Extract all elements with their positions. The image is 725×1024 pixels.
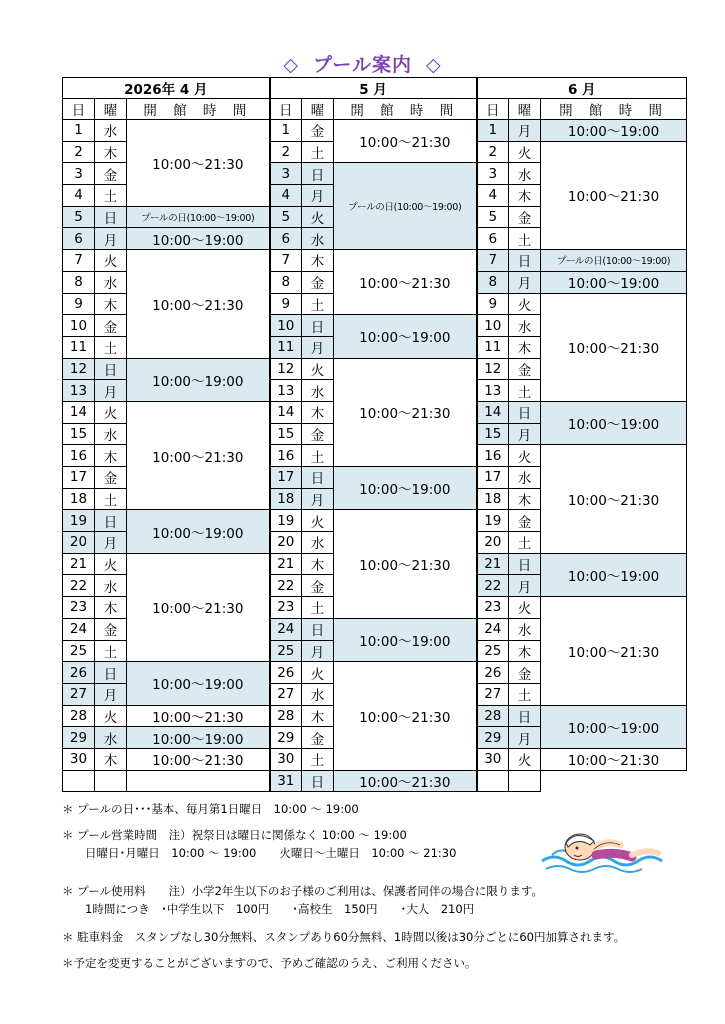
weekday-cell: 水	[509, 618, 541, 640]
day-cell: 17	[270, 467, 302, 489]
day-cell: 9	[270, 293, 302, 315]
day-cell: 23	[477, 597, 509, 619]
day-cell: 5	[270, 206, 302, 228]
weekday-cell: 金	[509, 206, 541, 228]
weekday-cell	[95, 770, 127, 792]
weekday-cell: 月	[302, 640, 334, 662]
weekday-cell: 火	[302, 662, 334, 684]
weekday-cell: 月	[509, 120, 541, 142]
weekday-cell: 金	[302, 575, 334, 597]
day-cell: 8	[63, 271, 95, 293]
hours-cell: 10:00～19:00	[334, 315, 477, 358]
weekday-cell: 火	[302, 206, 334, 228]
day-cell: 13	[270, 380, 302, 402]
weekday-cell: 火	[95, 705, 127, 727]
weekday-cell: 土	[302, 597, 334, 619]
pool-day-hours-cell: プールの日(10:00～19:00)	[334, 163, 477, 250]
day-cell: 29	[477, 727, 509, 749]
day-cell: 27	[270, 683, 302, 705]
day-cell: 16	[63, 445, 95, 467]
day-cell: 28	[270, 705, 302, 727]
weekday-cell: 金	[95, 618, 127, 640]
day-cell: 9	[63, 293, 95, 315]
day-cell: 5	[477, 206, 509, 228]
diamond-right-icon: ◇	[426, 54, 442, 76]
weekday-cell: 日	[95, 510, 127, 532]
hours-cell: 10:00～21:30	[541, 141, 687, 249]
hours-cell: 10:00～21:30	[334, 510, 477, 618]
month-header-row	[63, 78, 687, 99]
day-cell: 6	[477, 228, 509, 250]
day-cell: 25	[63, 640, 95, 662]
day-cell: 22	[63, 575, 95, 597]
col-hours: 開 館 時 間	[127, 99, 270, 120]
day-cell: 28	[477, 705, 509, 727]
weekday-cell: 土	[95, 640, 127, 662]
weekday-cell: 月	[509, 575, 541, 597]
hours-cell: 10:00～21:30	[334, 662, 477, 770]
day-cell: 1	[63, 120, 95, 142]
hours-cell: 10:00～19:00	[127, 358, 270, 401]
weekday-cell: 水	[95, 120, 127, 142]
weekday-cell: 日	[302, 315, 334, 337]
weekday-cell: 月	[95, 683, 127, 705]
weekday-cell: 金	[509, 358, 541, 380]
weekday-cell: 月	[95, 228, 127, 250]
weekday-cell: 水	[95, 727, 127, 749]
weekday-cell: 土	[509, 683, 541, 705]
weekday-cell: 月	[509, 271, 541, 293]
hours-cell: 10:00～19:00	[541, 271, 687, 293]
day-cell: 15	[270, 423, 302, 445]
day-cell: 4	[270, 185, 302, 207]
day-cell: 16	[477, 445, 509, 467]
pool-calendar-table	[62, 77, 687, 792]
weekday-cell: 木	[509, 185, 541, 207]
weekday-cell: 木	[95, 597, 127, 619]
weekday-cell: 月	[302, 488, 334, 510]
col-weekday: 曜	[509, 99, 541, 120]
day-cell: 13	[477, 380, 509, 402]
hours-cell: 10:00～21:30	[127, 120, 270, 207]
weekday-cell: 火	[509, 293, 541, 315]
weekday-cell: 火	[509, 445, 541, 467]
hours-cell: 10:00～19:00	[541, 120, 687, 142]
day-cell: 9	[477, 293, 509, 315]
weekday-cell: 月	[302, 185, 334, 207]
month-may: 5 月	[270, 78, 477, 99]
day-cell: 10	[63, 315, 95, 337]
weekday-cell: 金	[95, 163, 127, 185]
day-cell: 19	[477, 510, 509, 532]
day-cell: 24	[270, 618, 302, 640]
day-cell: 14	[63, 401, 95, 423]
weekday-cell: 日	[509, 553, 541, 575]
weekday-cell: 金	[509, 510, 541, 532]
weekday-cell: 金	[302, 727, 334, 749]
hours-cell: 10:00～19:00	[334, 618, 477, 661]
hours-cell: 10:00～21:30	[541, 293, 687, 401]
weekday-cell: 土	[509, 380, 541, 402]
note-fee: ＊ プール使用料 注）小学2年生以下のお子様のご利用は、保護者同伴の場合に限ります。	[62, 884, 543, 898]
note-hours-detail: 日曜日･月曜日 10:00 ～ 19:00 火曜日～土曜日 10:00 ～ 21:30	[62, 846, 457, 860]
day-cell: 26	[477, 662, 509, 684]
weekday-cell: 土	[95, 488, 127, 510]
hours-cell: 10:00～21:30	[541, 748, 687, 770]
day-cell: 3	[63, 163, 95, 185]
hours-cell: 10:00～19:00	[127, 662, 270, 705]
weekday-cell: 金	[509, 662, 541, 684]
day-cell: 27	[63, 683, 95, 705]
day-cell: 2	[270, 141, 302, 163]
note-schedule-change: ＊予定を変更することがございますので、予めご確認のうえ、ご利用ください。	[62, 956, 477, 970]
day-cell: 26	[63, 662, 95, 684]
weekday-cell: 木	[95, 748, 127, 770]
day-cell	[63, 770, 95, 792]
swimmer-icon	[540, 825, 668, 875]
day-cell: 29	[270, 727, 302, 749]
day-cell: 7	[63, 250, 95, 272]
weekday-cell: 水	[509, 467, 541, 489]
day-cell: 14	[477, 401, 509, 423]
weekday-cell: 木	[95, 445, 127, 467]
weekday-cell: 土	[302, 445, 334, 467]
day-cell: 31	[270, 770, 302, 792]
col-weekday: 曜	[302, 99, 334, 120]
day-cell: 18	[270, 488, 302, 510]
day-cell: 17	[477, 467, 509, 489]
weekday-cell: 日	[509, 401, 541, 423]
hours-cell: 10:00～19:00	[127, 228, 270, 250]
calendar-row	[63, 770, 687, 792]
weekday-cell	[509, 770, 541, 792]
weekday-cell: 木	[302, 401, 334, 423]
day-cell: 12	[63, 358, 95, 380]
day-cell: 21	[477, 553, 509, 575]
day-cell: 15	[477, 423, 509, 445]
weekday-cell: 水	[509, 163, 541, 185]
day-cell: 29	[63, 727, 95, 749]
day-cell: 10	[270, 315, 302, 337]
weekday-cell: 火	[95, 250, 127, 272]
weekday-cell: 木	[509, 640, 541, 662]
hours-cell: 10:00～21:30	[127, 748, 270, 770]
day-cell: 2	[477, 141, 509, 163]
calendar-row	[63, 250, 687, 272]
day-cell: 7	[270, 250, 302, 272]
diamond-left-icon: ◇	[283, 54, 299, 76]
day-cell: 22	[270, 575, 302, 597]
day-cell: 2	[63, 141, 95, 163]
weekday-cell: 火	[509, 748, 541, 770]
weekday-cell: 木	[302, 705, 334, 727]
weekday-cell: 水	[95, 423, 127, 445]
weekday-cell: 火	[509, 597, 541, 619]
hours-cell: 10:00～21:30	[334, 358, 477, 466]
weekday-cell: 日	[509, 250, 541, 272]
day-cell: 27	[477, 683, 509, 705]
weekday-cell: 月	[95, 380, 127, 402]
col-day: 日	[477, 99, 509, 120]
weekday-cell: 月	[302, 336, 334, 358]
day-cell: 14	[270, 401, 302, 423]
weekday-cell: 日	[302, 770, 334, 792]
day-cell: 5	[63, 206, 95, 228]
weekday-cell: 火	[302, 510, 334, 532]
col-day: 日	[270, 99, 302, 120]
day-cell: 28	[63, 705, 95, 727]
month-june: 6 月	[477, 78, 687, 99]
weekday-cell: 土	[509, 228, 541, 250]
weekday-cell: 日	[302, 467, 334, 489]
col-weekday: 曜	[95, 99, 127, 120]
day-cell: 7	[477, 250, 509, 272]
weekday-cell: 日	[302, 163, 334, 185]
day-cell: 11	[63, 336, 95, 358]
column-header-row	[63, 99, 687, 120]
hours-cell: 10:00～19:00	[127, 727, 270, 749]
weekday-cell: 金	[302, 271, 334, 293]
day-cell: 3	[477, 163, 509, 185]
page-title	[0, 50, 725, 77]
day-cell: 18	[63, 488, 95, 510]
weekday-cell: 月	[509, 727, 541, 749]
weekday-cell: 水	[95, 271, 127, 293]
weekday-cell: 木	[302, 250, 334, 272]
day-cell: 23	[270, 597, 302, 619]
day-cell: 4	[477, 185, 509, 207]
pool-day-hours-cell: プールの日(10:00～19:00)	[127, 206, 270, 228]
day-cell: 20	[477, 532, 509, 554]
weekday-cell: 木	[509, 488, 541, 510]
weekday-cell: 土	[95, 336, 127, 358]
col-day: 日	[63, 99, 95, 120]
weekday-cell: 金	[95, 315, 127, 337]
day-cell: 23	[63, 597, 95, 619]
day-cell: 11	[270, 336, 302, 358]
day-cell: 25	[270, 640, 302, 662]
weekday-cell: 金	[302, 120, 334, 142]
day-cell: 11	[477, 336, 509, 358]
hours-cell: 10:00～21:30	[541, 445, 687, 553]
day-cell: 6	[270, 228, 302, 250]
weekday-cell: 月	[509, 423, 541, 445]
hours-cell: 10:00～21:30	[127, 553, 270, 661]
weekday-cell: 土	[302, 748, 334, 770]
day-cell: 4	[63, 185, 95, 207]
title-text: プール案内	[312, 54, 413, 76]
day-cell: 20	[63, 532, 95, 554]
weekday-cell: 水	[302, 228, 334, 250]
hours-cell: 10:00～19:00	[127, 510, 270, 553]
day-cell: 21	[63, 553, 95, 575]
weekday-cell: 火	[509, 141, 541, 163]
weekday-cell: 日	[509, 705, 541, 727]
weekday-cell: 金	[302, 423, 334, 445]
note-fee-detail: 1時間につき ･中学生以下 100円 ･高校生 150円 ･大人 210円	[62, 902, 475, 916]
day-cell: 18	[477, 488, 509, 510]
hours-cell	[127, 770, 270, 792]
day-cell: 12	[270, 358, 302, 380]
day-cell: 25	[477, 640, 509, 662]
hours-cell: 10:00～21:30	[541, 597, 687, 705]
day-cell: 1	[477, 120, 509, 142]
weekday-cell: 土	[302, 293, 334, 315]
day-cell: 30	[63, 748, 95, 770]
weekday-cell: 木	[509, 336, 541, 358]
weekday-cell: 土	[95, 185, 127, 207]
day-cell: 24	[63, 618, 95, 640]
weekday-cell: 土	[302, 141, 334, 163]
hours-cell: 10:00～19:00	[541, 705, 687, 748]
day-cell: 22	[477, 575, 509, 597]
hours-cell: 10:00～19:00	[541, 553, 687, 596]
weekday-cell: 日	[95, 206, 127, 228]
hours-cell: 10:00～21:30	[334, 250, 477, 315]
day-cell: 12	[477, 358, 509, 380]
day-cell: 19	[270, 510, 302, 532]
day-cell: 6	[63, 228, 95, 250]
weekday-cell: 木	[95, 293, 127, 315]
weekday-cell: 水	[302, 532, 334, 554]
weekday-cell: 火	[95, 401, 127, 423]
note-parking: ＊ 駐車料金 スタンプなし30分無料、スタンプあり60分無料、1時間以後は30分ごとに60円加算されます。	[62, 930, 626, 944]
weekday-cell: 火	[302, 358, 334, 380]
day-cell: 16	[270, 445, 302, 467]
weekday-cell: 火	[95, 553, 127, 575]
weekday-cell: 水	[95, 575, 127, 597]
pool-day-hours-cell: プールの日(10:00～19:00)	[541, 250, 687, 272]
day-cell	[477, 770, 509, 792]
weekday-cell: 日	[95, 662, 127, 684]
col-hours: 開 館 時 間	[334, 99, 477, 120]
day-cell: 21	[270, 553, 302, 575]
hours-cell: 10:00～21:30	[127, 705, 270, 727]
weekday-cell: 日	[302, 618, 334, 640]
col-hours: 開 館 時 間	[541, 99, 687, 120]
weekday-cell: 木	[95, 141, 127, 163]
month-april: 2026年 4 月	[63, 78, 270, 99]
note-pool-day: ＊ プールの日･･･基本、毎月第1日曜日 10:00 ～ 19:00	[62, 802, 359, 816]
calendar-row	[63, 120, 687, 142]
hours-cell: 10:00～21:30	[334, 120, 477, 163]
day-cell: 15	[63, 423, 95, 445]
day-cell: 13	[63, 380, 95, 402]
day-cell: 20	[270, 532, 302, 554]
weekday-cell: 木	[302, 553, 334, 575]
weekday-cell: 水	[302, 683, 334, 705]
day-cell: 26	[270, 662, 302, 684]
day-cell: 8	[477, 271, 509, 293]
weekday-cell: 水	[509, 315, 541, 337]
day-cell: 10	[477, 315, 509, 337]
day-cell: 17	[63, 467, 95, 489]
day-cell: 8	[270, 271, 302, 293]
note-hours: ＊ プール営業時間 注）祝祭日は曜日に関係なく 10:00 ～ 19:00	[62, 828, 407, 842]
weekday-cell: 金	[95, 467, 127, 489]
day-cell: 19	[63, 510, 95, 532]
hours-cell: 10:00～19:00	[334, 467, 477, 510]
weekday-cell: 水	[302, 380, 334, 402]
day-cell: 30	[477, 748, 509, 770]
hours-cell: 10:00～21:30	[334, 770, 477, 792]
hours-cell: 10:00～21:30	[127, 401, 270, 509]
day-cell: 3	[270, 163, 302, 185]
hours-cell: 10:00～21:30	[127, 250, 270, 358]
hours-cell: 10:00～19:00	[541, 401, 687, 444]
day-cell: 30	[270, 748, 302, 770]
day-cell: 24	[477, 618, 509, 640]
weekday-cell: 月	[95, 532, 127, 554]
weekday-cell: 土	[509, 532, 541, 554]
weekday-cell: 日	[95, 358, 127, 380]
day-cell: 1	[270, 120, 302, 142]
